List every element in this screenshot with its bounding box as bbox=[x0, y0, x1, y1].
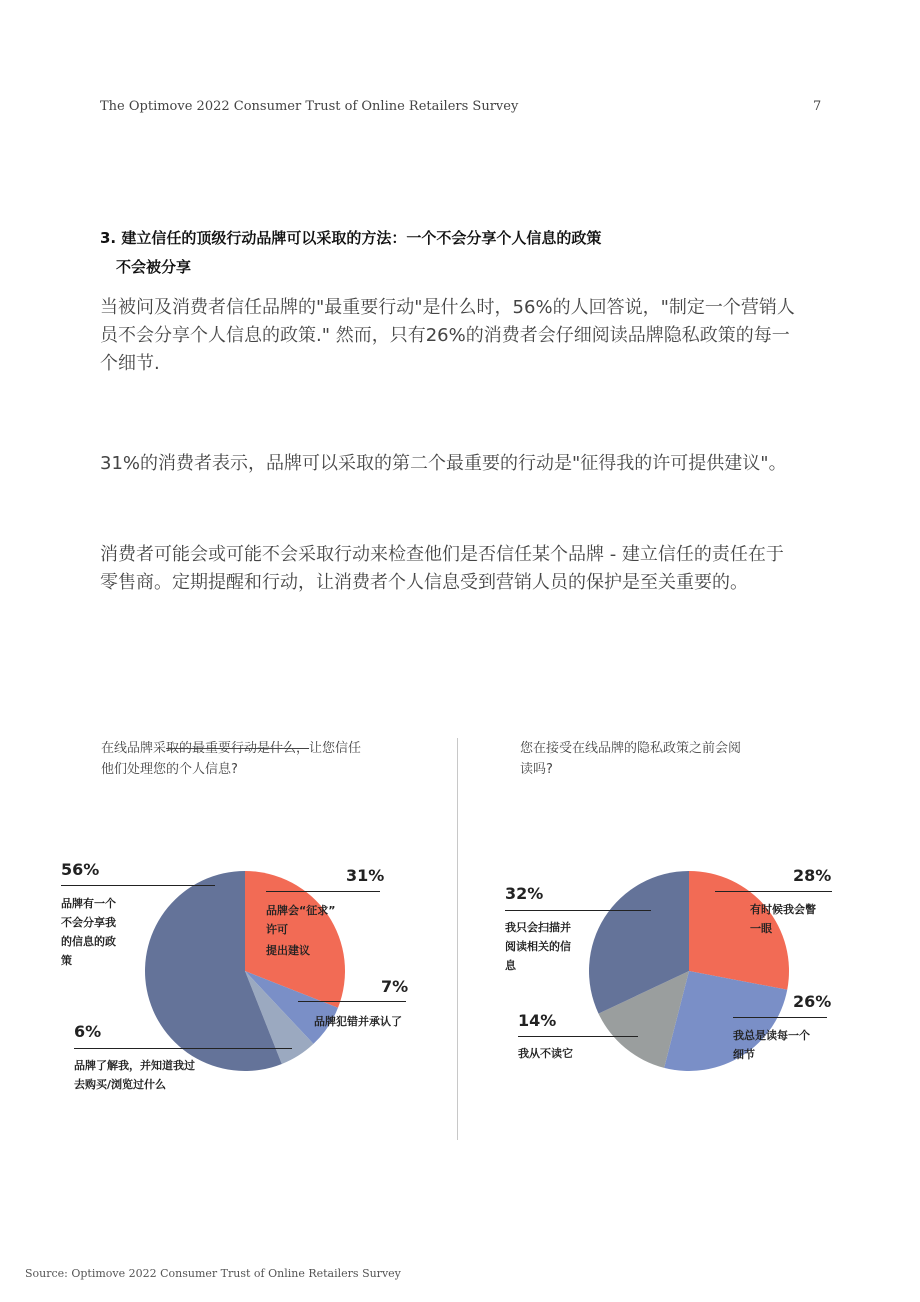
slice-label-31 bbox=[266, 901, 335, 960]
label-line: 品牌有一个 bbox=[61, 897, 116, 910]
right-chart-question: 您在接受在线品牌的隐私政策之前会阅读吗? bbox=[520, 741, 742, 777]
pct-label-31: 31% bbox=[346, 866, 385, 885]
label-line: 提出建议 bbox=[266, 944, 310, 957]
label-line: 许可 bbox=[266, 923, 288, 936]
left-pie-chart bbox=[143, 869, 347, 1073]
label-line: 我只会扫描并 bbox=[505, 921, 571, 934]
label-line: 我从不读它 bbox=[518, 1047, 573, 1060]
left-chart-question bbox=[101, 738, 371, 780]
slice-label-6 bbox=[74, 1056, 195, 1094]
leader-line-14 bbox=[518, 1036, 638, 1037]
slice-label-28 bbox=[750, 900, 816, 938]
page-number: 7 bbox=[813, 99, 822, 114]
body-paragraph-2: 31%的消费者表示，品牌可以采取的第二个最重要的行动是"征得我的许可提供建议"。 bbox=[100, 453, 787, 474]
body-paragraph-1: 当被问及消费者信任品牌的"最重要行动"是什么时，56%的人回答说，"制定一个营销人员不会分享个人信息的政策." 然而，只有26%的消费者会仔细阅读品牌隐私政策的每一个细节. bbox=[100, 297, 795, 374]
slice-label-7 bbox=[314, 1012, 402, 1031]
pct-label-28: 28% bbox=[793, 866, 832, 885]
source-footnote: Source: Optimove 2022 Consumer Trust of Online Retailers Survey bbox=[25, 1267, 401, 1280]
section-heading-continued: 不会被分享 bbox=[116, 258, 192, 276]
pct-label-6: 6% bbox=[74, 1022, 102, 1041]
label-line: 策 bbox=[61, 954, 72, 967]
label-line: 息 bbox=[505, 959, 516, 972]
label-line: 一眼 bbox=[750, 922, 772, 935]
leader-line-7 bbox=[298, 1001, 406, 1002]
label-line: 品牌会“征求” bbox=[266, 904, 336, 917]
pct-label-7: 7% bbox=[381, 977, 409, 996]
label-line: 阅读相关的信 bbox=[505, 940, 571, 953]
document-header-title: The Optimove 2022 Consumer Trust of Online Retailers Survey bbox=[100, 99, 519, 114]
leader-line-26 bbox=[733, 1017, 827, 1018]
leader-line-6 bbox=[74, 1048, 292, 1049]
slice-label-56 bbox=[61, 894, 116, 970]
pct-label-26: 26% bbox=[793, 992, 832, 1011]
label-line: 有时候我会瞥 bbox=[750, 903, 816, 916]
leader-line-56 bbox=[61, 885, 215, 886]
label-line: 我总是读每一个 bbox=[733, 1029, 810, 1042]
question-text-struck: 取的最重要行动是什么， bbox=[166, 741, 310, 756]
leader-line-28 bbox=[715, 891, 832, 892]
slice-label-32 bbox=[505, 918, 571, 975]
label-line: 品牌了解我，并知道我过 bbox=[74, 1059, 195, 1072]
label-line: 细节 bbox=[733, 1048, 755, 1061]
leader-line-32 bbox=[505, 910, 651, 911]
pct-label-14: 14% bbox=[518, 1011, 557, 1030]
label-line: 不会分享我 bbox=[61, 916, 116, 929]
pct-label-56: 56% bbox=[61, 860, 100, 879]
slice-label-14 bbox=[518, 1044, 573, 1063]
label-line: 去购买/浏览过什么 bbox=[74, 1078, 167, 1091]
question-text-b: 让您信任他们处理您的个人信息? bbox=[101, 741, 362, 777]
label-line: 品牌犯错并承认了 bbox=[314, 1015, 402, 1028]
leader-line-31 bbox=[266, 891, 380, 892]
pct-label-32: 32% bbox=[505, 884, 544, 903]
section-heading: 3. 建立信任的顶级行动品牌可以采取的方法：一个不会分享个人信息的政策 bbox=[100, 229, 602, 247]
label-line: 的信息的政 bbox=[61, 935, 116, 948]
question-text-a: 在线品牌采 bbox=[101, 741, 167, 756]
slice-label-26 bbox=[733, 1026, 810, 1064]
body-paragraph-3: 消费者可能会或可能不会采取行动来检查他们是否信任某个品牌 - 建立信任的责任在于零售商。定期提醒和行动，让消费者个人信息受到营销人员的保护是至关重要的。 bbox=[100, 544, 784, 593]
chart-divider bbox=[457, 738, 458, 1140]
